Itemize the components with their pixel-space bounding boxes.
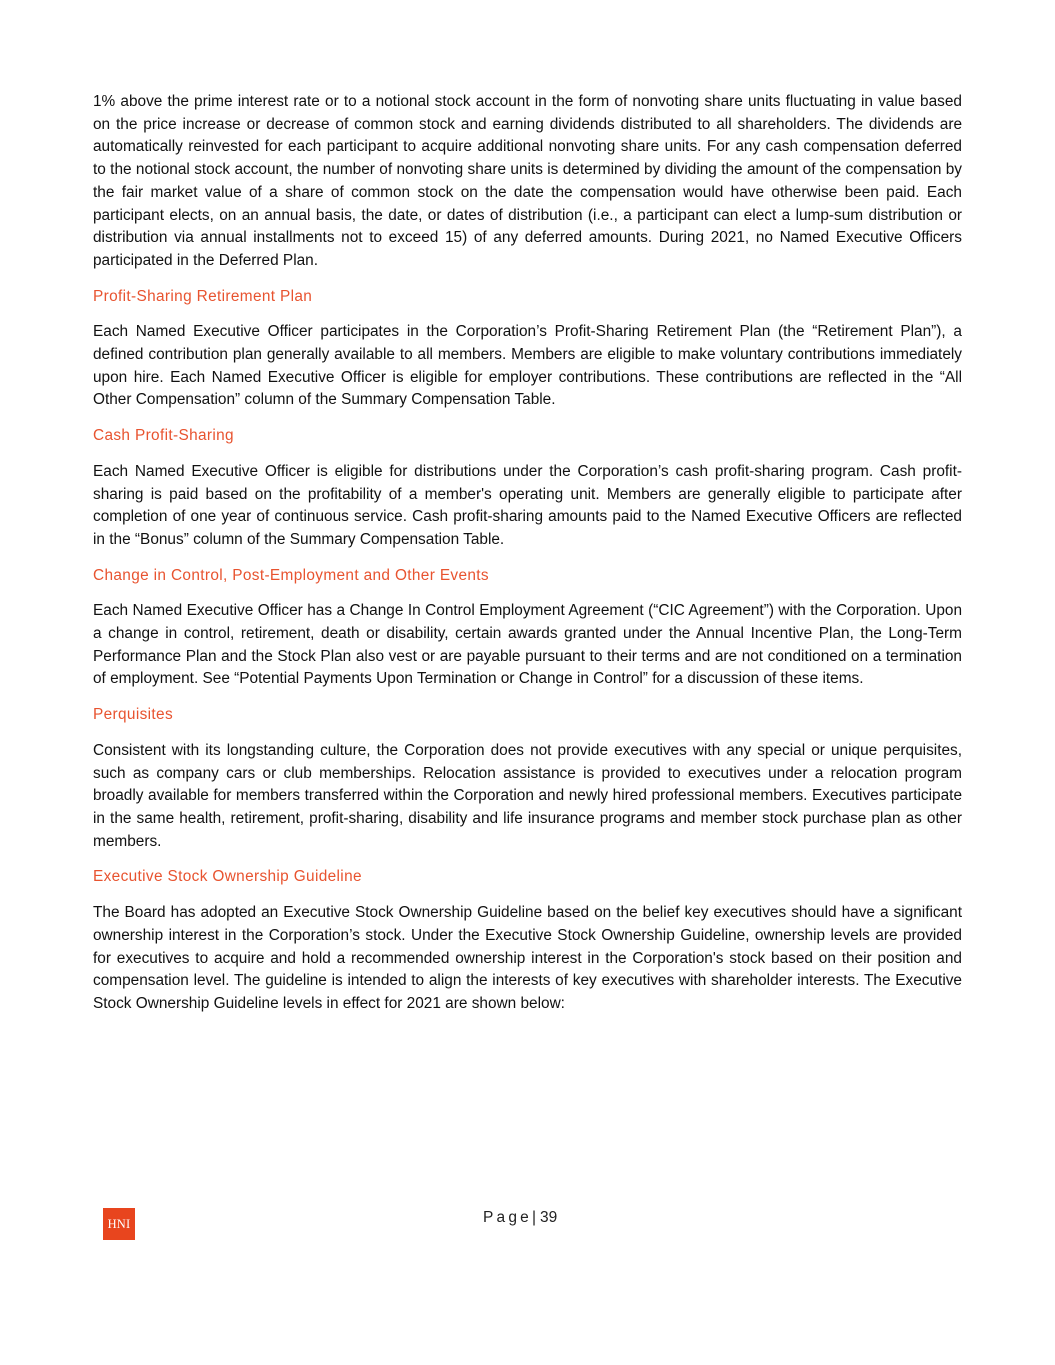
page-separator: |: [532, 1209, 537, 1226]
page-number-value: 39: [540, 1209, 558, 1226]
page-label: Page: [483, 1209, 532, 1226]
heading-change-in-control: Change in Control, Post-Employment and Other Events: [93, 566, 489, 584]
intro-paragraph: 1% above the prime interest rate or to a notional stock account in the form of nonvoting share units fluctuating in value based on the price increase or decrease of common stock and earning dividends distributed to all shareholders. The dividends are automatically reinvested for each participant to acquire additional nonvoting share units. For any cash compensation deferred to the notional stock account, the number of nonvoting share units is determined by dividing the amount of the compensation by the fair market value of a share of common stock on the date the compensation would have otherwise been paid. Each participant elects, on an annual basis, the date, or dates of distribution (i.e., a participant can elect a lump-sum distribution or distribution via annual installments not to exceed 15) of any deferred amounts. During 2021, no Named Executive Officers participated in the Deferred Plan.: [93, 93, 962, 269]
heading-executive-stock-ownership-guideline: Executive Stock Ownership Guideline: [93, 868, 362, 886]
paragraph-executive-stock-ownership-guideline: The Board has adopted an Executive Stock Ownership Guideline based on the belief key executives should have a significant ownership interest in the Corporation’s stock. Under the Executive Stock Ownership Guideline, ownership levels are provided for executives to acquire and hold a recommended ownership interest in the Corporation's stock based on their position and compensation level. The guideline is intended to align the interests of key executives with shareholder interests. The Executive Stock Ownership Guideline levels in effect for 2021 are shown below:: [93, 904, 962, 1012]
paragraph-perquisites: Consistent with its longstanding culture, the Corporation does not provide executives with any special or unique perquisites, such as company cars or club memberships. Relocation assistance is provided to executives under a relocation program broadly available for members transferred within the Corporation and newly hired professional members. Executives participate in the same health, retirement, profit-sharing, disability and life insurance programs and member stock purchase plan as other members.: [93, 741, 962, 850]
hni-logo: HNI: [103, 1208, 135, 1240]
heading-cash-profit-sharing: Cash Profit-Sharing: [93, 427, 234, 445]
paragraph-change-in-control: Each Named Executive Officer has a Change In Control Employment Agreement (“CIC Agreement”) with the Corporation. Upon a change in control, retirement, death or disability, certain awards granted under the Annual Incentive Plan, the Long-Term Performance Plan and the Stock Plan also vest or are payable pursuant to their terms and are not conditioned on a termination of employment. See “Potential Payments Upon Termination or Change in Control” for a discussion of these items.: [93, 602, 962, 688]
paragraph-profit-sharing-retirement-plan: Each Named Executive Officer participates in the Corporation’s Profit-Sharing Retirement Plan (the “Retirement Plan”), a defined contribution plan generally available to all members. Members are eligible to make voluntary contributions immediately upon hire. Each Named Executive Officer is eligible for employer contributions. These contributions are reflected in the “All Other Compensation” column of the Summary Compensation Table.: [93, 323, 962, 409]
paragraph-cash-profit-sharing: Each Named Executive Officer is eligible for distributions under the Corporation’s cash profit-sharing program. Cash profit-sharing is paid based on the profitability of a member's operating unit. Members are generally eligible to participate after completion of one year of continuous service. Cash profit-sharing amounts paid to the Named Executive Officers are reflected in the “Bonus” column of the Summary Compensation Table.: [93, 462, 962, 548]
document-body: [93, 91, 962, 1016]
heading-profit-sharing-retirement-plan: Profit-Sharing Retirement Plan: [93, 287, 313, 305]
heading-perquisites: Perquisites: [93, 706, 173, 724]
page-number: [483, 1208, 557, 1228]
